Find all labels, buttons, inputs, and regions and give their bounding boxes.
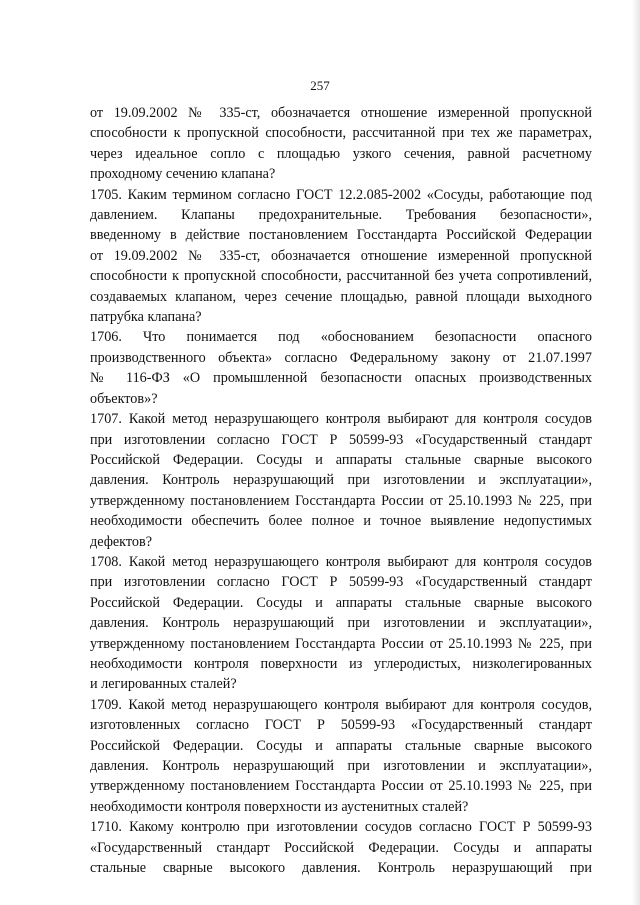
text-line: через идеальное сопло с площадью узкого сечения, равной расчетному <box>90 145 592 162</box>
text-line: утвержденному постановлением Госстандарта России от 25.10.1993 № 225, при <box>90 635 592 652</box>
text-line: Российской Федерации. Сосуды и аппараты стальные сварные высокого <box>90 594 592 611</box>
text-line: способности к пропускной способности, рассчитанной при тех же параметрах, <box>90 125 592 142</box>
text-line: давления. Контроль неразрушающий при изготовлении и эксплуатации», <box>90 472 592 489</box>
text-line: давлением. Клапаны предохранительные. Требования безопасности», <box>90 207 592 224</box>
text-line: объектов»? <box>90 390 158 407</box>
text-line: давления. Контроль неразрушающий при изготовлении и эксплуатации», <box>90 758 592 774</box>
page-number: 257 <box>310 78 330 93</box>
text-line: Российской Федерации. Сосуды и аппараты стальные сварные высокого <box>90 737 592 754</box>
text-line: способности к пропускной способности, рассчитанной без учета сопротивлений, <box>90 268 592 285</box>
text-line: изготовленных согласно ГОСТ Р 50599-93 «Государственный стандарт <box>90 717 592 734</box>
text-line: дефектов? <box>90 533 152 550</box>
text-line: 1710. Какому контролю при изготовлении сосудов согласно ГОСТ Р 50599-93 <box>90 819 592 836</box>
text-line: необходимости обеспечить более полное и точное выявление недопустимых <box>90 513 592 530</box>
text-line: производственного объекта» согласно Федеральному закону от 21.07.1997 <box>90 349 592 366</box>
text-line: 1707. Какой метод неразрушающего контроля выбирают для контроля сосудов <box>90 411 592 428</box>
text-line: введенному в действие постановлением Госстандарта Российской Федерации <box>90 227 592 244</box>
scan-edge-shadow <box>632 0 640 905</box>
text-line: патрубка клапана? <box>90 309 202 326</box>
text-line: создаваемых клапаном, через сечение площадью, равной площади выходного <box>90 288 592 305</box>
text-line: необходимости контроля поверхности из углеродистых, низколегированных <box>90 655 592 672</box>
text-line: при изготовлении согласно ГОСТ Р 50599-93 «Государственный стандарт <box>90 574 592 591</box>
text-line: 1705. Каким термином согласно ГОСТ 12.2.085-2002 «Сосуды, работающие под <box>90 186 592 203</box>
text-line: 1709. Какой метод неразрушающего контроля выбирают для контроля сосудов, <box>90 696 592 713</box>
text-line: «Государственный стандарт Российской Федерации. Сосуды и аппараты <box>90 839 592 856</box>
text-line: 1708. Какой метод неразрушающего контроля выбирают для контроля сосудов <box>90 553 592 570</box>
text-line: стальные сварные высокого давления. Контроль неразрушающий при <box>90 860 592 877</box>
text-line: необходимости контроля поверхности из аустенитных сталей? <box>90 798 469 815</box>
text-line: проходному сечению клапана? <box>90 166 276 183</box>
text-line: от 19.09.2002 № 335-ст, обозначается отношение измеренной пропускной <box>90 105 592 121</box>
text-line: и легированных сталей? <box>90 676 237 693</box>
text-line: давления. Контроль неразрушающий при изготовлении и эксплуатации», <box>90 615 592 632</box>
text-line: Российской Федерации. Сосуды и аппараты стальные сварные высокого <box>90 451 592 468</box>
text-line: утвержденному постановлением Госстандарта России от 25.10.1993 № 225, при <box>90 492 592 509</box>
text-line: № 116-ФЗ «О промышленной безопасности опасных производственных <box>90 370 592 387</box>
text-line: от 19.09.2002 № 335-ст, обозначается отношение измеренной пропускной <box>90 247 592 264</box>
text-line: утвержденному постановлением Госстандарта России от 25.10.1993 № 225, при <box>90 778 592 795</box>
text-line: при изготовлении согласно ГОСТ Р 50599-93 «Государственный стандарт <box>90 431 592 448</box>
text-line: 1706. Что понимается под «обоснованием безопасности опасного <box>90 329 592 346</box>
body-text <box>90 103 592 878</box>
